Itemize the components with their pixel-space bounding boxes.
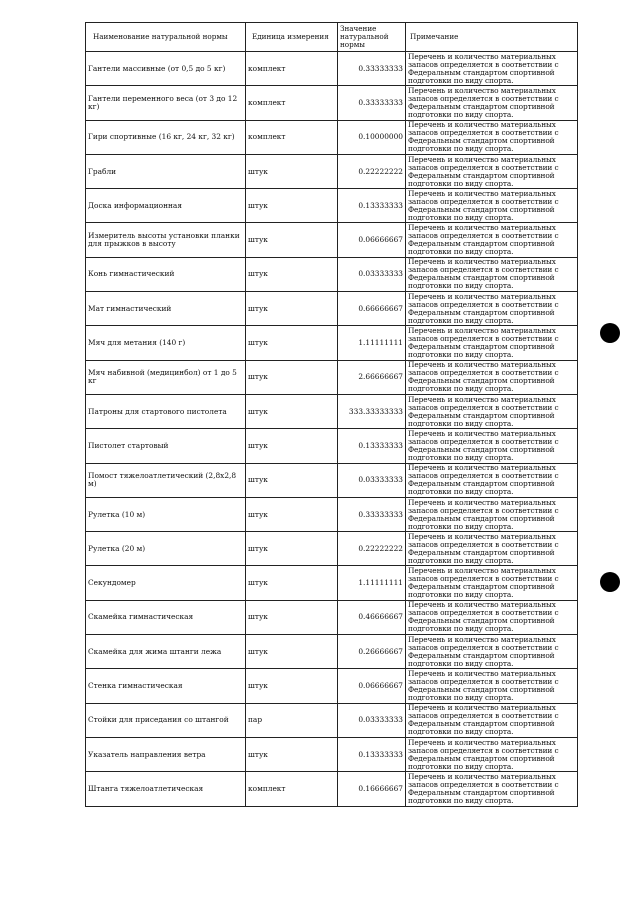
cell-value: 1.11111111 (338, 566, 406, 600)
cell-unit: штук (246, 292, 338, 326)
cell-value: 0.46666667 (338, 600, 406, 634)
table-body (86, 52, 578, 807)
cell-unit: комплект (246, 772, 338, 806)
binder-hole-top (600, 323, 620, 343)
cell-name: Гантели массивные (от 0,5 до 5 кг) (86, 52, 246, 86)
header-note: Примечание (406, 23, 578, 52)
cell-note: Перечень и количество материальных запасов определяется в соответствии с Федеральным стандартом спортивной подготовки по виду спорта. (406, 566, 578, 600)
cell-name: Мяч набивной (медицинбол) от 1 до 5 кг (86, 360, 246, 394)
cell-note: Перечень и количество материальных запасов определяется в соответствии с Федеральным стандартом спортивной подготовки по виду спорта. (406, 292, 578, 326)
table-row (86, 497, 578, 531)
cell-name: Рулетка (20 м) (86, 532, 246, 566)
table-row (86, 669, 578, 703)
cell-unit: штук (246, 394, 338, 428)
cell-value: 0.26666667 (338, 635, 406, 669)
cell-name: Стенка гимнастическая (86, 669, 246, 703)
cell-name: Скамейка гимнастическая (86, 600, 246, 634)
cell-unit: комплект (246, 52, 338, 86)
table-row (86, 257, 578, 291)
cell-note: Перечень и количество материальных запасов определяется в соответствии с Федеральным стандартом спортивной подготовки по виду спорта. (406, 223, 578, 257)
cell-name: Измеритель высоты установки планки для прыжков в высоту (86, 223, 246, 257)
cell-name: Грабли (86, 154, 246, 188)
cell-note: Перечень и количество материальных запасов определяется в соответствии с Федеральным стандартом спортивной подготовки по виду спорта. (406, 154, 578, 188)
header-value: Значение натуральной нормы (338, 23, 406, 52)
cell-name: Стойки для приседания со штангой (86, 703, 246, 737)
cell-unit: штук (246, 600, 338, 634)
table-row (86, 635, 578, 669)
table-row (86, 600, 578, 634)
cell-value: 1.11111111 (338, 326, 406, 360)
cell-unit: штук (246, 326, 338, 360)
cell-unit: штук (246, 429, 338, 463)
cell-note: Перечень и количество материальных запасов определяется в соответствии с Федеральным стандартом спортивной подготовки по виду спорта. (406, 52, 578, 86)
cell-unit: штук (246, 497, 338, 531)
cell-note: Перечень и количество материальных запасов определяется в соответствии с Федеральным стандартом спортивной подготовки по виду спорта. (406, 360, 578, 394)
cell-value: 0.06666667 (338, 669, 406, 703)
header-unit: Единица измерения (246, 23, 338, 52)
cell-note: Перечень и количество материальных запасов определяется в соответствии с Федеральным стандартом спортивной подготовки по виду спорта. (406, 532, 578, 566)
cell-unit: штук (246, 189, 338, 223)
binder-hole-bottom (600, 572, 620, 592)
cell-name: Гантели переменного веса (от 3 до 12 кг) (86, 86, 246, 120)
table-row (86, 429, 578, 463)
cell-unit: штук (246, 566, 338, 600)
cell-unit: штук (246, 669, 338, 703)
cell-note: Перечень и количество материальных запасов определяется в соответствии с Федеральным стандартом спортивной подготовки по виду спорта. (406, 326, 578, 360)
table-header-row (86, 23, 578, 52)
cell-note: Перечень и количество материальных запасов определяется в соответствии с Федеральным стандартом спортивной подготовки по виду спорта. (406, 497, 578, 531)
cell-note: Перечень и количество материальных запасов определяется в соответствии с Федеральным стандартом спортивной подготовки по виду спорта. (406, 394, 578, 428)
cell-name: Штанга тяжелоатлетическая (86, 772, 246, 806)
cell-unit: штук (246, 532, 338, 566)
cell-unit: пар (246, 703, 338, 737)
cell-note: Перечень и количество материальных запасов определяется в соответствии с Федеральным стандартом спортивной подготовки по виду спорта. (406, 737, 578, 771)
cell-unit: штук (246, 635, 338, 669)
cell-unit: штук (246, 223, 338, 257)
cell-name: Скамейка для жима штанги лежа (86, 635, 246, 669)
cell-value: 0.10000000 (338, 120, 406, 154)
cell-note: Перечень и количество материальных запасов определяется в соответствии с Федеральным стандартом спортивной подготовки по виду спорта. (406, 703, 578, 737)
table-row (86, 360, 578, 394)
cell-value: 0.33333333 (338, 86, 406, 120)
cell-unit: штук (246, 463, 338, 497)
cell-note: Перечень и количество материальных запасов определяется в соответствии с Федеральным стандартом спортивной подготовки по виду спорта. (406, 463, 578, 497)
table-row (86, 292, 578, 326)
cell-note: Перечень и количество материальных запасов определяется в соответствии с Федеральным стандартом спортивной подготовки по виду спорта. (406, 600, 578, 634)
cell-value: 0.13333333 (338, 737, 406, 771)
table-row (86, 737, 578, 771)
cell-value: 0.22222222 (338, 154, 406, 188)
cell-name: Доска информационная (86, 189, 246, 223)
cell-name: Пистолет стартовый (86, 429, 246, 463)
table-row (86, 52, 578, 86)
table-row (86, 532, 578, 566)
table-row (86, 223, 578, 257)
cell-value: 0.03333333 (338, 463, 406, 497)
cell-value: 2.66666667 (338, 360, 406, 394)
cell-value: 0.22222222 (338, 532, 406, 566)
cell-value: 0.66666667 (338, 292, 406, 326)
table-row (86, 394, 578, 428)
cell-value: 0.06666667 (338, 223, 406, 257)
table-row (86, 566, 578, 600)
cell-name: Секундомер (86, 566, 246, 600)
cell-value: 0.03333333 (338, 703, 406, 737)
table-row (86, 154, 578, 188)
cell-value: 0.13333333 (338, 189, 406, 223)
cell-note: Перечень и количество материальных запасов определяется в соответствии с Федеральным стандартом спортивной подготовки по виду спорта. (406, 429, 578, 463)
cell-unit: штук (246, 154, 338, 188)
table-row (86, 703, 578, 737)
cell-name: Помост тяжелоатлетический (2,8х2,8 м) (86, 463, 246, 497)
norms-table (85, 22, 578, 807)
cell-unit: комплект (246, 86, 338, 120)
cell-note: Перечень и количество материальных запасов определяется в соответствии с Федеральным стандартом спортивной подготовки по виду спорта. (406, 189, 578, 223)
cell-value: 0.16666667 (338, 772, 406, 806)
cell-unit: штук (246, 257, 338, 291)
cell-note: Перечень и количество материальных запасов определяется в соответствии с Федеральным стандартом спортивной подготовки по виду спорта. (406, 772, 578, 806)
cell-name: Конь гимнастический (86, 257, 246, 291)
cell-unit: штук (246, 737, 338, 771)
cell-name: Патроны для стартового пистолета (86, 394, 246, 428)
cell-name: Мат гимнастический (86, 292, 246, 326)
cell-note: Перечень и количество материальных запасов определяется в соответствии с Федеральным стандартом спортивной подготовки по виду спорта. (406, 120, 578, 154)
cell-note: Перечень и количество материальных запасов определяется в соответствии с Федеральным стандартом спортивной подготовки по виду спорта. (406, 86, 578, 120)
cell-name: Гири спортивные (16 кг, 24 кг, 32 кг) (86, 120, 246, 154)
table-row (86, 463, 578, 497)
table-row (86, 326, 578, 360)
cell-unit: штук (246, 360, 338, 394)
cell-note: Перечень и количество материальных запасов определяется в соответствии с Федеральным стандартом спортивной подготовки по виду спорта. (406, 257, 578, 291)
cell-name: Мяч для метания (140 г) (86, 326, 246, 360)
table-row (86, 86, 578, 120)
cell-value: 0.33333333 (338, 497, 406, 531)
table-row (86, 189, 578, 223)
cell-value: 333.33333333 (338, 394, 406, 428)
cell-value: 0.03333333 (338, 257, 406, 291)
header-name: Наименование натуральной нормы (86, 23, 246, 52)
cell-note: Перечень и количество материальных запасов определяется в соответствии с Федеральным стандартом спортивной подготовки по виду спорта. (406, 669, 578, 703)
cell-note: Перечень и количество материальных запасов определяется в соответствии с Федеральным стандартом спортивной подготовки по виду спорта. (406, 635, 578, 669)
cell-name: Рулетка (10 м) (86, 497, 246, 531)
cell-value: 0.13333333 (338, 429, 406, 463)
cell-name: Указатель направления ветра (86, 737, 246, 771)
table-row (86, 120, 578, 154)
table-row (86, 772, 578, 806)
cell-unit: комплект (246, 120, 338, 154)
cell-value: 0.33333333 (338, 52, 406, 86)
